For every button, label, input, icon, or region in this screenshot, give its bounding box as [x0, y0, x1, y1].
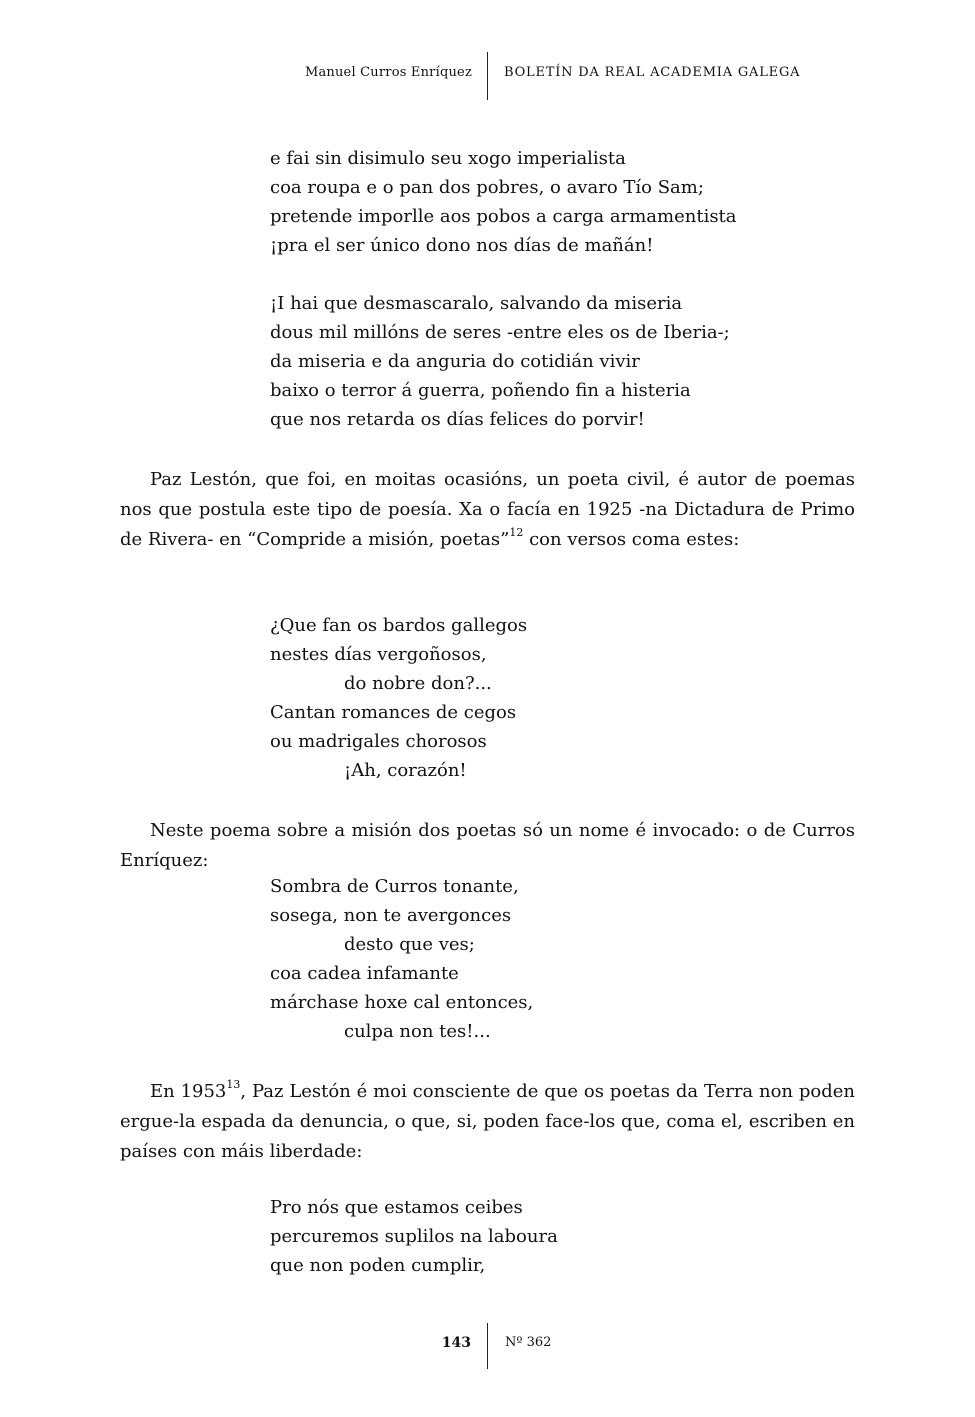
paragraph-text: Neste poema sobre a misión dos poetas só un nome é invocado: o de Curros Enríquez:: [120, 820, 855, 871]
body-paragraph: [120, 816, 855, 876]
body-paragraph: [120, 1077, 855, 1167]
verse-line: culpa non tes!...: [344, 1021, 491, 1042]
paragraph-text: , Paz Lestón é moi consciente de que os poetas da Terra non poden ergue-la espada da denuncia, o que, si, poden face-los que, coma el, escriben en países con máis liberdade:: [120, 1081, 855, 1162]
header-journal-title: BOLETÍN DA REAL ACADEMIA GALEGA: [504, 65, 801, 80]
verse-line: que nos retarda os días felices do porvir!: [270, 409, 645, 430]
verse-line: ¿Que fan os bardos gallegos: [270, 615, 528, 636]
verse-line: que non poden cumplir,: [270, 1255, 486, 1276]
verse-line: coa cadea infamante: [270, 963, 459, 984]
header-divider: [487, 52, 488, 100]
verse-line: e fai sin disimulo seu xogo imperialista: [270, 148, 626, 169]
running-header: [0, 52, 975, 100]
verse-line: do nobre don?...: [344, 673, 492, 694]
verse-line: baixo o terror á guerra, poñendo fin a histeria: [270, 380, 691, 401]
verse-line: Pro nós que estamos ceibes: [270, 1197, 523, 1218]
verse-line: Sombra de Curros tonante,: [270, 876, 519, 897]
verse-line: ¡pra el ser único dono nos días de mañán!: [270, 235, 654, 256]
issue-number: Nº 362: [505, 1335, 552, 1350]
footnote-ref[interactable]: 13: [226, 1078, 241, 1091]
verse-line: Cantan romances de cegos: [270, 702, 517, 723]
verse-line: pretende imporlle aos pobos a carga armamentista: [270, 206, 737, 227]
body-paragraph: [120, 465, 855, 555]
paragraph-text: con versos coma estes:: [523, 529, 740, 550]
page-number: 143: [441, 1335, 471, 1351]
paragraph-text: En 1953: [150, 1081, 227, 1102]
verse-line: ¡Ah, corazón!: [344, 760, 467, 781]
verse-line: sosega, non te avergonces: [270, 905, 512, 926]
verse-line: márchase hoxe cal entonces,: [270, 992, 534, 1013]
page-footer: [0, 1323, 975, 1369]
header-author: Manuel Curros Enríquez: [304, 65, 472, 80]
verse-line: nestes días vergoñosos,: [270, 644, 487, 665]
paragraph-text: Paz Lestón, que foi, en moitas ocasións, un poeta civil, é autor de poemas nos que postula este tipo de poesía. Xa o facía en 1925 -na Dictadura de Primo de Rivera- en “Compride a misión, poetas”: [120, 469, 855, 550]
verse-line: desto que ves;: [344, 934, 475, 955]
verse-line: dous mil millóns de seres -entre eles os de Iberia-;: [270, 322, 730, 343]
verse-line: ¡I hai que desmascaralo, salvando da miseria: [270, 293, 683, 314]
verse-line: coa roupa e o pan dos pobres, o avaro Tío Sam;: [270, 177, 704, 198]
footer-divider: [487, 1323, 488, 1369]
footnote-ref[interactable]: 12: [509, 526, 524, 539]
verse-line: percuremos suplilos na laboura: [270, 1226, 558, 1247]
verse-line: ou madrigales chorosos: [270, 731, 487, 752]
verse-line: da miseria e da anguria do cotidián vivir: [270, 351, 640, 372]
